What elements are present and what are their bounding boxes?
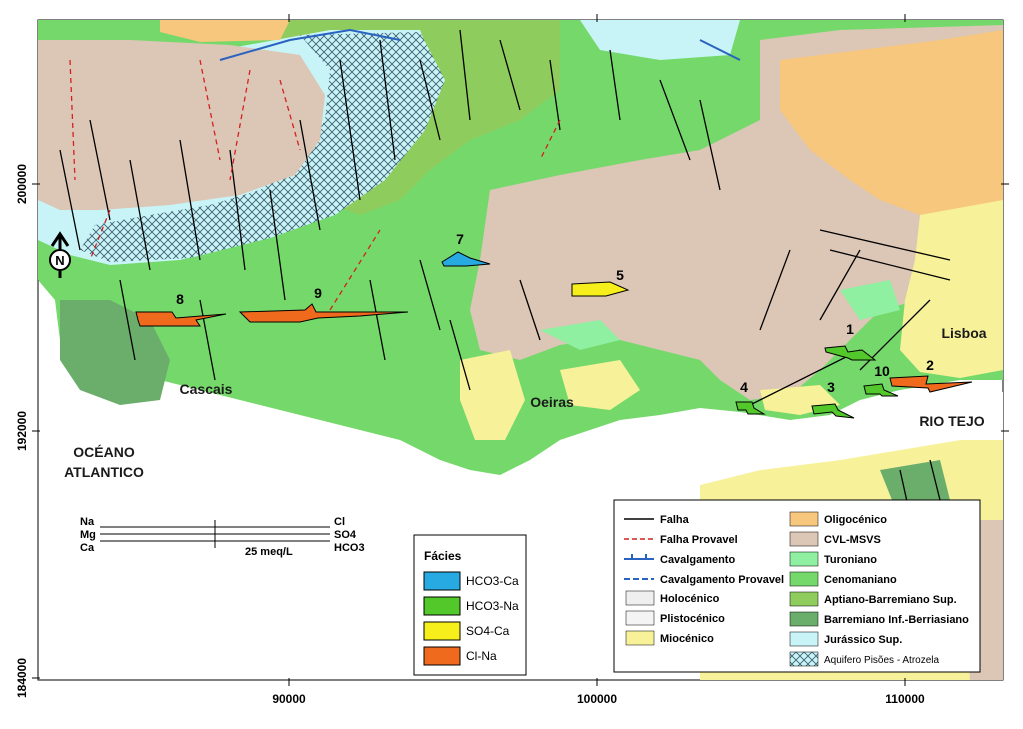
legend-label: CVL-MSVS (824, 534, 881, 546)
legend-label: Falha Provavel (660, 534, 738, 546)
x-tick-label: 90000 (272, 692, 306, 706)
scale-unit: 25 meq/L (245, 546, 293, 558)
facies-label: HCO3-Na (466, 599, 519, 613)
x-tick-label: 100000 (576, 692, 618, 706)
facies-label: SO4-Ca (466, 624, 510, 638)
legend-swatch (626, 591, 654, 605)
stiff-label: 1 (846, 321, 854, 337)
legend-label: Jurássico Sup. (824, 634, 903, 646)
legend-swatch (626, 611, 654, 625)
facies-legend-item (424, 597, 519, 615)
place-label-rio-tejo: RIO TEJO (919, 413, 985, 429)
place-label-ocean-1: OCÉANO (73, 444, 135, 460)
legend-label: Turoniano (824, 554, 877, 566)
facies-label: HCO3-Ca (466, 574, 519, 588)
legend-label: Holocénico (660, 593, 720, 605)
scale-right-label: SO4 (334, 529, 357, 541)
legend-label: Plistocénico (660, 613, 725, 625)
facies-legend-item (424, 622, 510, 640)
scale-left-label: Ca (80, 542, 95, 554)
scale-right-label: Cl (334, 516, 345, 528)
stiff-label: 5 (616, 267, 624, 283)
facies-legend (414, 535, 526, 675)
stiff-label: 9 (314, 285, 322, 301)
legend-swatch (790, 572, 818, 586)
y-tick-label: 200000 (15, 163, 29, 205)
stiff-label: 8 (176, 291, 184, 307)
legend-swatch (790, 532, 818, 546)
legend-label: Barremiano Inf.-Berriasiano (824, 614, 969, 626)
scale-left-label: Mg (80, 529, 96, 541)
place-label-lisboa: Lisboa (941, 325, 987, 341)
legend-label: Falha (660, 514, 689, 526)
place-label-ocean-2: ATLANTICO (64, 464, 144, 480)
legend-swatch (790, 632, 818, 646)
legend-swatch (790, 612, 818, 626)
legend-label: Oligocénico (824, 514, 887, 526)
legend-swatch (790, 652, 818, 666)
north-label: N (55, 253, 65, 268)
stiff-label: 3 (827, 379, 835, 395)
legend-label: Cavalgamento (660, 554, 736, 566)
legend-aquifer-label: Aquifero Pisões - Atrozela (824, 655, 940, 666)
geology-legend (614, 500, 980, 672)
stiff-label: 2 (926, 357, 934, 373)
place-label-cascais: Cascais (179, 381, 233, 397)
legend-swatch (790, 512, 818, 526)
legend-swatch (790, 592, 818, 606)
facies-legend-item (424, 572, 519, 590)
legend-label: Aptiano-Barremiano Sup. (824, 594, 957, 606)
scale-left-label: Na (80, 516, 95, 528)
facies-legend-item (424, 647, 497, 665)
legend-swatch (790, 552, 818, 566)
x-tick-label: 110000 (885, 692, 925, 706)
stiff-label: 7 (456, 231, 464, 247)
y-tick-label: 192000 (15, 410, 29, 452)
scale-right-label: HCO3 (334, 542, 365, 554)
place-label-oeiras: Oeiras (530, 394, 574, 410)
stiff-label: 4 (740, 379, 748, 395)
legend-label: Miocénico (660, 633, 714, 645)
facies-label: Cl-Na (466, 649, 497, 663)
legend-swatch (626, 631, 654, 645)
legend-label: Cavalgamento Provavel (660, 574, 785, 586)
y-tick-label: 184000 (15, 657, 29, 699)
legend-label: Cenomaniano (824, 574, 897, 586)
facies-legend-title: Fácies (424, 549, 462, 563)
stiff-label: 10 (874, 363, 890, 379)
